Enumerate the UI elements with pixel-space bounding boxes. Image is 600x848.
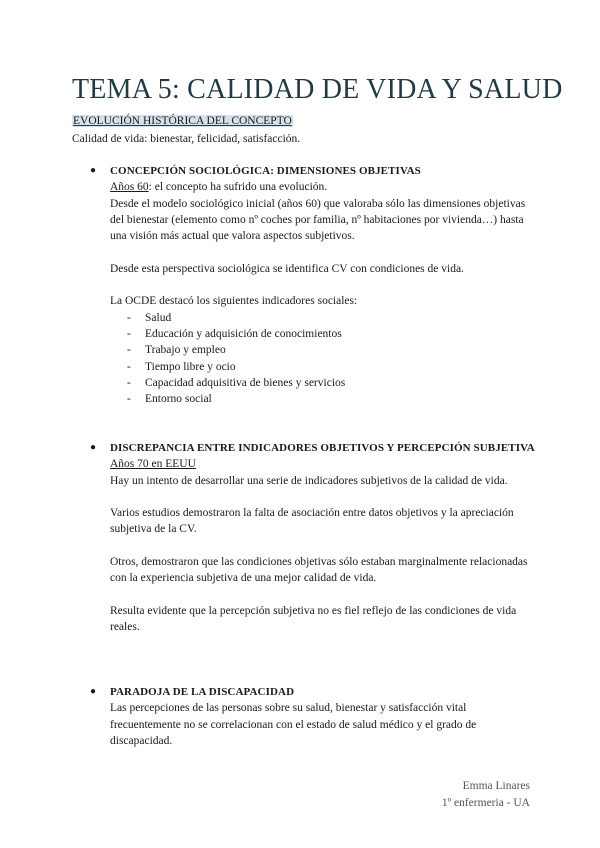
list-item: - Educación y adquisición de conocimientos: [127, 327, 342, 340]
paragraph: Desde esta perspectiva sociológica se identifica CV con condiciones de vida.: [110, 262, 464, 275]
section-discrepancy: [90, 440, 535, 636]
section-disability-paradox: [90, 684, 530, 749]
list-item: - Trabajo y empleo: [127, 344, 226, 357]
footer-course: 1º enfermeria - UA: [441, 797, 530, 809]
paragraph: Varios estudios demostraron la falta de asociación entre datos objetivos y la apreciación subjetiva de la CV.: [110, 507, 514, 536]
footer: [442, 778, 530, 812]
paragraph: Las percepciones de las personas sobre su salud, bienestar y satisfacción vital frecuentemente no se correlacionan con el estado de salud médico y el grado de discapacidad.: [110, 702, 477, 747]
intro-text: Calidad de vida: bienestar, felicidad, satisfacción.: [72, 133, 301, 145]
list-item: - Tiempo libre y ocio: [127, 360, 236, 373]
paragraph: Resulta evidente que la percepción subjetiva no es fiel reflejo de las condiciones de vida reales.: [110, 604, 517, 634]
section-sociological: [90, 163, 530, 407]
section-heading: PARADOJA DE LA DISCAPACIDAD: [110, 686, 295, 698]
bullet-icon: ●: [90, 442, 97, 453]
footer-author: Emma Linares: [462, 780, 530, 792]
list-item: - Capacidad adquisitiva de bienes y servicios: [127, 376, 346, 389]
indicator-list: [110, 310, 530, 408]
section-heading: DISCREPANCIA ENTRE INDICADORES OBJETIVOS Y PERCEPCIÓN SUBJETIVA: [110, 442, 535, 454]
paragraph: La OCDE destacó los siguientes indicadores sociales:: [110, 295, 358, 308]
years-line: [110, 179, 530, 195]
bullet-icon: ●: [90, 165, 97, 176]
paragraph: Otros, demostraron que las condiciones objetivas sólo estaban marginalmente relacionadas con la experiencia subjetiva de una mejor calidad de vida.: [110, 556, 528, 585]
paragraph: Hay un intento de desarrollar una serie de indicadores subjetivos de la calidad de vida.: [110, 474, 508, 487]
list-item: - Entorno social: [127, 393, 212, 406]
section-heading: CONCEPCIÓN SOCIOLÓGICA: DIMENSIONES OBJETIVAS: [110, 165, 421, 177]
bullet-icon: ●: [90, 686, 97, 697]
years-label: Años 60: [110, 181, 149, 194]
years-rest: : el concepto ha sufrido una evolución.: [148, 181, 328, 194]
paragraph: Desde el modelo sociológico inicial (años 60) que valoraba sólo las dimensiones objetivas del bienestar (elemento como nº coches por familia, nº habitaciones por vivienda…) hasta una visión más actual que valora aspectos subjetivos.: [110, 197, 526, 243]
page-title: TEMA 5: CALIDAD DE VIDA Y SALUD: [72, 74, 563, 105]
years-label: Años 70 en EEUU: [110, 458, 196, 471]
list-item: - Salud: [127, 311, 172, 324]
subtitle: EVOLUCIÓN HISTÓRICA DEL CONCEPTO: [73, 115, 292, 127]
